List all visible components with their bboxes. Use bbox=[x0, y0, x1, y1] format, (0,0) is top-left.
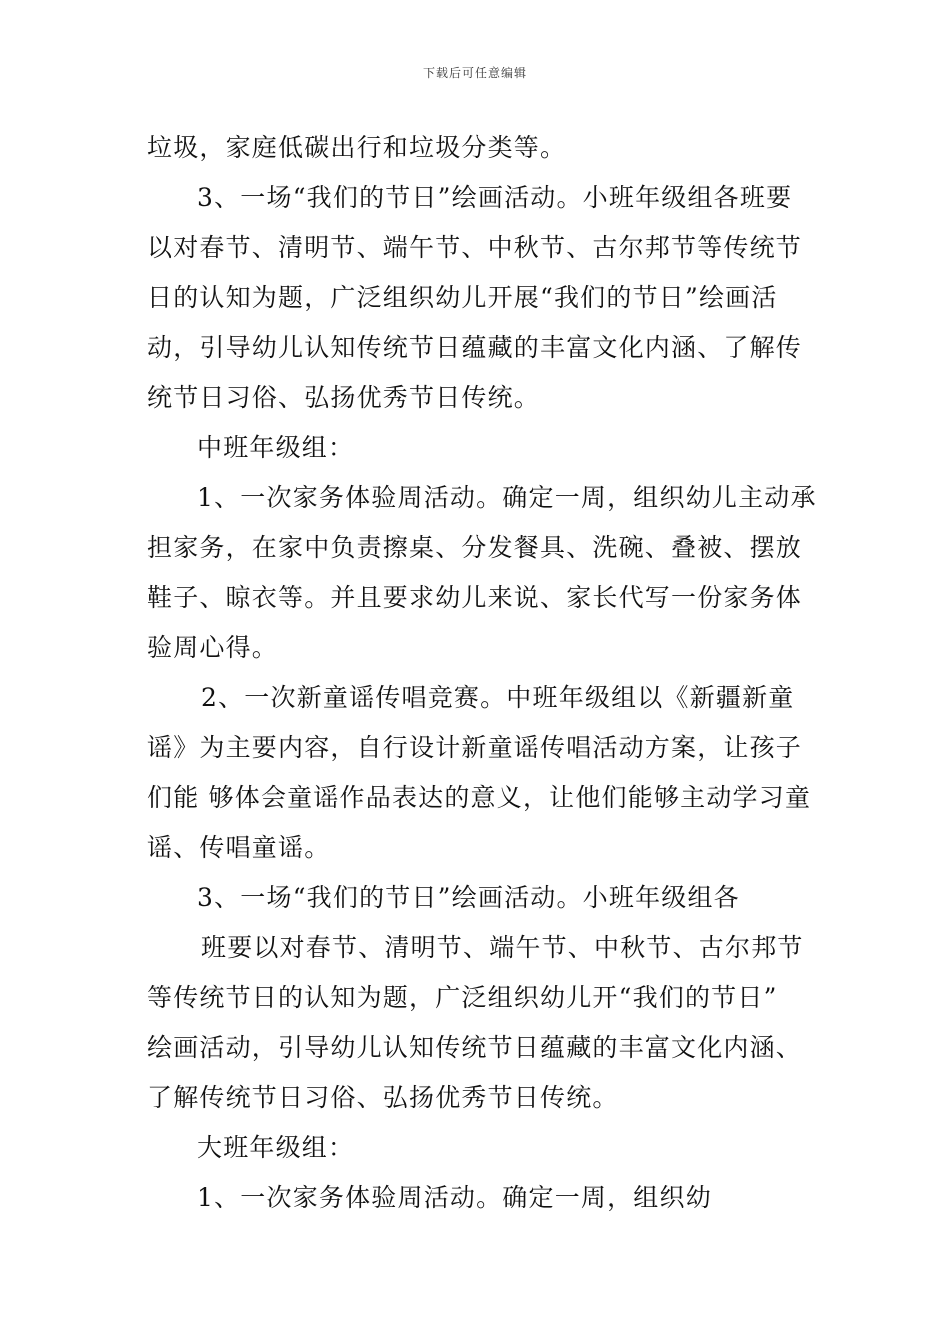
text-line: 验周心得。 bbox=[147, 633, 279, 662]
text-line: 以对春节、清明节、端午节、中秋节、古尔邦节等传统节 bbox=[147, 233, 803, 262]
text-line: 3、一场“我们的节日”绘画活动。小班年级组各 bbox=[197, 883, 740, 912]
text-line: 鞋子、晾衣等。并且要求幼儿来说、家长代写一份家务体 bbox=[147, 583, 803, 612]
text-line: 1、一次家务体验周活动。确定一周，组织幼儿主动承 bbox=[197, 483, 817, 512]
text-line: 1、一次家务体验周活动。确定一周，组织幼 bbox=[197, 1183, 712, 1212]
text-line: 谣、传唱童谣。 bbox=[147, 833, 331, 862]
text-line: 了解传统节日习俗、弘扬优秀节日传统。 bbox=[147, 1083, 619, 1112]
text-line: 动，引导幼儿认知传统节日蕴藏的丰富文化内涵、了解传 bbox=[147, 333, 803, 362]
text-line: 2、一次新童谣传唱竞赛。中班年级组以《新疆新童 bbox=[201, 683, 795, 712]
section-heading-senior-class: 大班年级组： bbox=[197, 1133, 355, 1162]
text-line: 3、一场“我们的节日”绘画活动。小班年级组各班要 bbox=[197, 183, 793, 212]
text-line: 班要以对春节、清明节、端午节、中秋节、古尔邦节 bbox=[201, 933, 804, 962]
text-line: 统节日习俗、弘扬优秀节日传统。 bbox=[147, 383, 541, 412]
text-line: 谣》为主要内容，自行设计新童谣传唱活动方案，让孩子 bbox=[147, 733, 803, 762]
text-line: 日的认知为题，广泛组织幼儿开展“我们的节日”绘画活 bbox=[147, 283, 778, 312]
text-line: 等传统节日的认知为题，广泛组织幼儿开“我们的节日” bbox=[147, 983, 778, 1012]
text-line: 们能 够体会童谣作品表达的意义，让他们能够主动学习童 bbox=[147, 783, 812, 812]
text-line: 绘画活动，引导幼儿认知传统节日蕴藏的丰富文化内涵、 bbox=[147, 1033, 803, 1062]
page-header: 下载后可任意编辑 bbox=[422, 66, 527, 80]
section-heading-middle-class: 中班年级组： bbox=[197, 433, 355, 462]
text-line: 垃圾，家庭低碳出行和垃圾分类等。 bbox=[147, 133, 567, 162]
text-line: 担家务，在家中负责擦桌、分发餐具、洗碗、叠被、摆放 bbox=[147, 533, 803, 562]
